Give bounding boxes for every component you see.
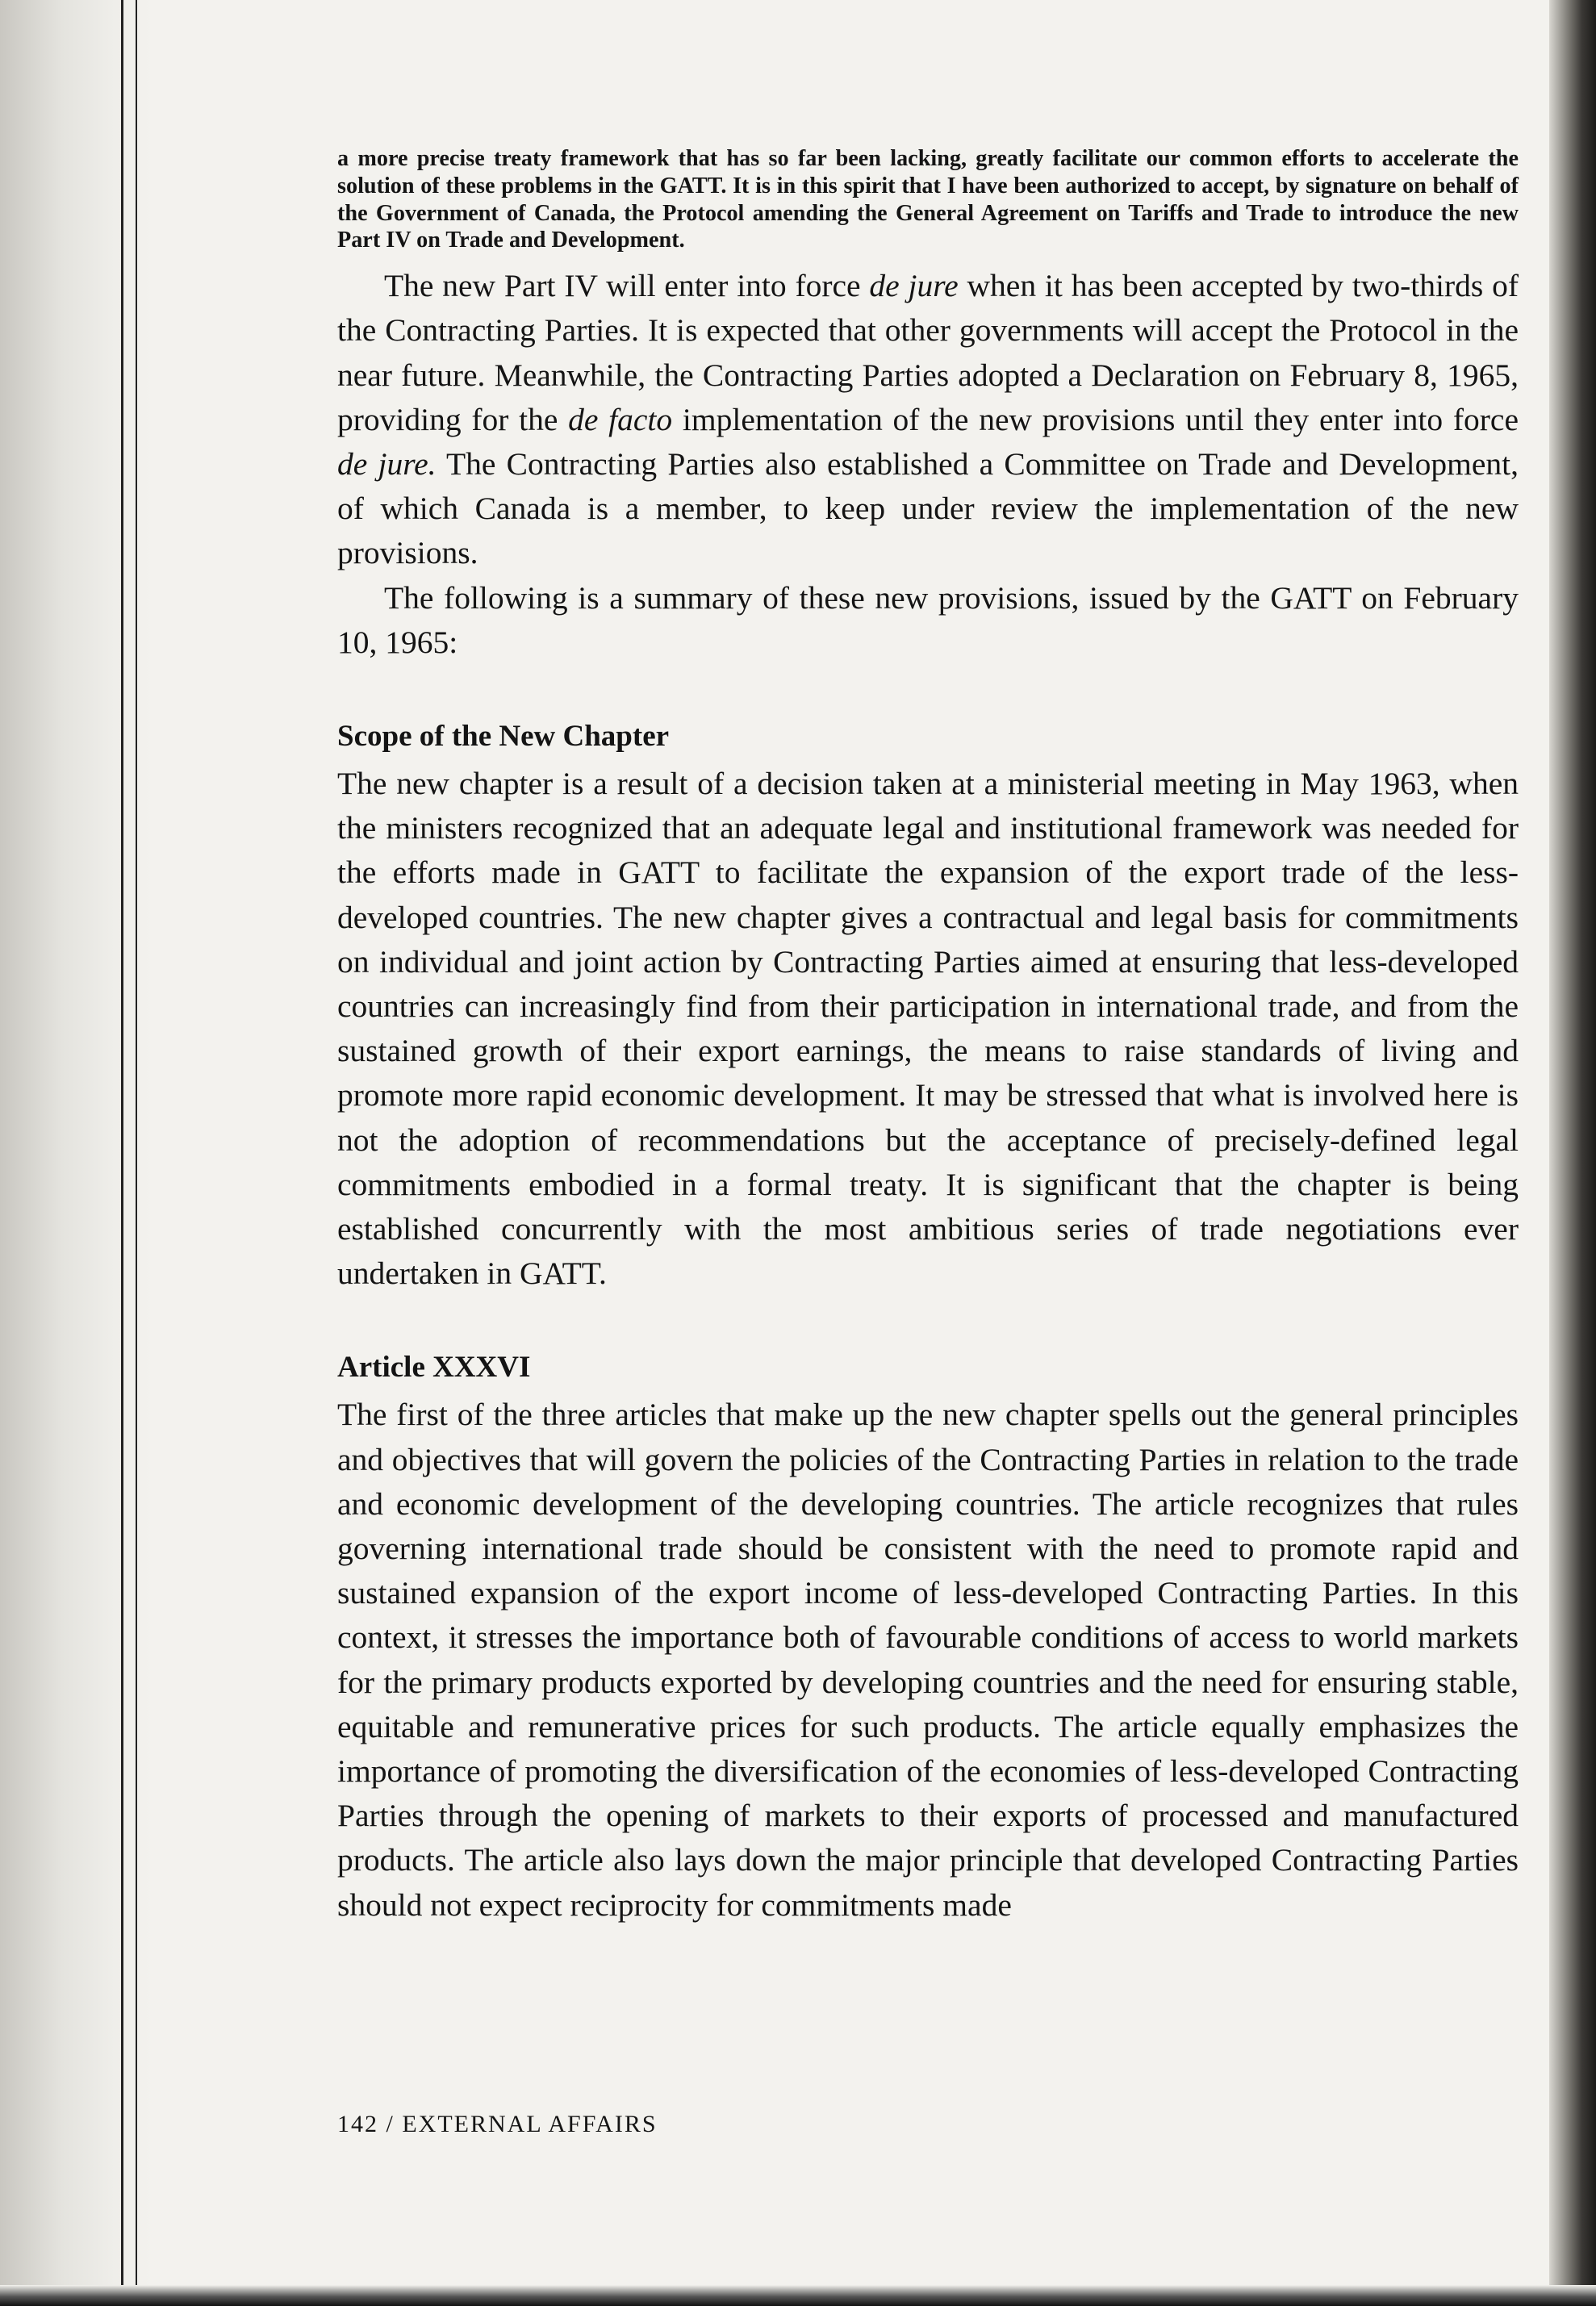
scan-bottom-edge: [0, 2285, 1596, 2306]
section-body: The first of the three articles that make up the new chapter spells out the general principles and objectives that will govern the policies of the Contracting Parties in relation to the trade and economic development of the developing countries. The article recognizes that rules governing international trade should be consistent with the need to promote rapid and sustained expansion of the export income of less-developed Contracting Parties. In this context, it stresses the importance both of favourable conditions of access to world markets for the primary products exported by developing countries and the need for ensuring stable, equitable and remunerative prices for such products. The article equally emphasizes the importance of promoting the diversification of the economies of less-developed Contracting Parties through the opening of markets to their exports of processed and manufactured products. The article also lays down the major principle that developed Contracting Parties should not expect reciprocity for commitments made: [337, 1397, 1519, 1923]
page-body: [337, 145, 1519, 1928]
text-run: The Contracting Parties also established a Committee on Trade and Development, of which Canada is a member, to keep under review the implementation of the new provisions.: [337, 446, 1519, 571]
binding-line: [136, 0, 137, 2306]
scan-right-edge: [1549, 0, 1596, 2306]
paragraph-part-iv: [337, 264, 1519, 575]
paragraph-summary-intro: The following is a summary of these new provisions, issued by the GATT on February 10, 1965:: [337, 579, 1519, 660]
page-footer: 142 / EXTERNAL AFFAIRS: [337, 2111, 658, 2137]
text-run: implementation of the new provisions until they enter into force: [672, 401, 1519, 437]
section-heading: Article XXXVI: [337, 1351, 531, 1385]
text-run: The new Part IV will enter into force: [384, 268, 870, 304]
italic-term: de jure: [869, 268, 959, 304]
italic-term: de facto: [568, 401, 673, 437]
scan-left-gutter: [0, 0, 153, 2306]
section-heading: Scope of the New Chapter: [337, 720, 670, 754]
italic-term: de jure.: [337, 446, 437, 482]
binding-line: [121, 0, 123, 2306]
section-body: The new chapter is a result of a decision taken at a ministerial meeting in May 1963, when the ministers recognized that an adequate legal and institutional framework was needed for the efforts made in GATT to facilitate the expansion of the export trade of the less-developed countries. The new chapter gives a contractual and legal basis for commitments on individual and joint action by Contracting Parties aimed at ensuring that less-developed countries can increasingly find from their participation in international trade, and from the sustained growth of their export earnings, the means to raise standards of living and promote more rapid economic development. It may be stressed that what is involved here is not the adoption of recommendations but the acceptance of precisely-defined legal commitments embodied in a formal treaty. It is significant that the chapter is being established concurrently with the most ambitious series of trade negotiations ever undertaken in GATT.: [337, 766, 1519, 1292]
text-run: when it has been accepted by two-thirds of the Contracting Parties. It is expected that other governments will accept the Protocol in the near future. Meanwhile, the Contracting Parties adopted a Declaration on February 8, 1965, providing for the: [337, 268, 1519, 437]
lead-paragraph: a more precise treaty framework that has so far been lacking, greatly facilitate our common efforts to accelerate the solution of these problems in the GATT. It is in this spirit that I have been authorized to accept, by signature on behalf of the Government of Canada, the Protocol amending the General Agreement on Tariffs and Trade to introduce the new Part IV on Trade and Development.: [337, 146, 1519, 253]
